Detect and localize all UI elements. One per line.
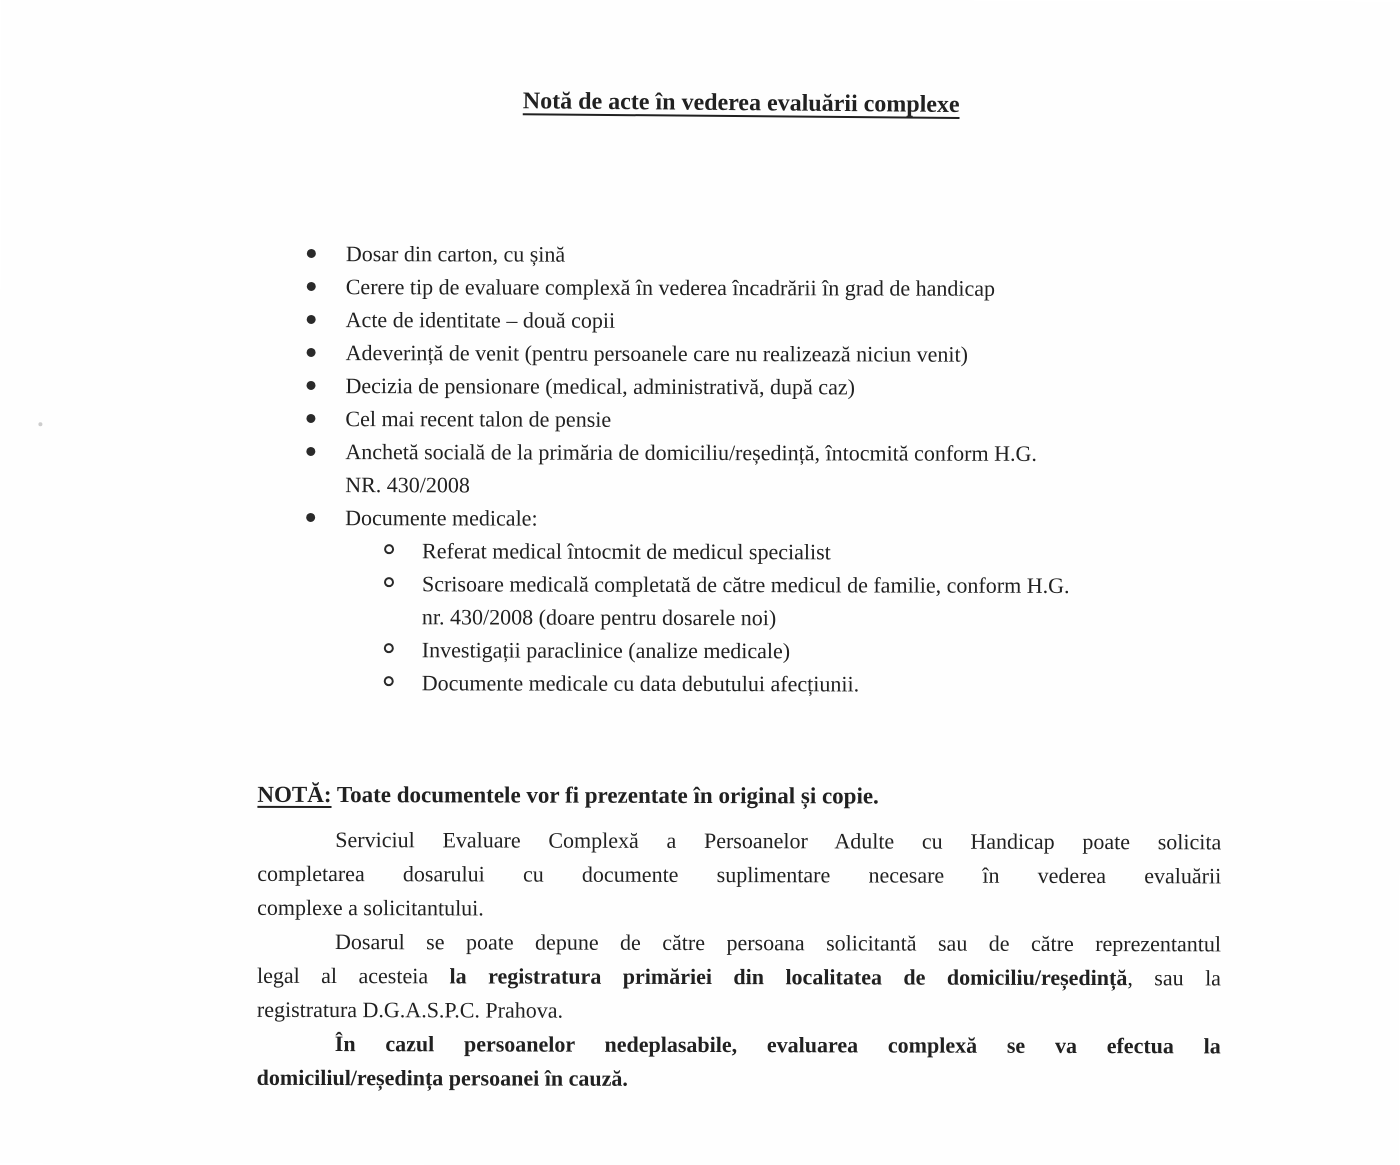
sublist-item-text-line1: Scrisoare medicală completată de către medicul de familie, conform H.G.: [421, 571, 1070, 598]
list-item: [259, 303, 1223, 339]
bullet-icon: [306, 414, 315, 423]
paragraph-line: domiciliul/reședința persoanei în cauză.: [256, 1064, 628, 1091]
list-item-text: Documente medicale:: [345, 505, 538, 531]
note-text: Toate documentele vor fi prezentate în original și copie.: [331, 782, 879, 809]
sublist-item-text: Documente medicale cu data debutului afecțiunii.: [421, 670, 860, 697]
document-title: [259, 82, 1223, 124]
paragraph-line: completarea dosarului cu documente suplimentare necesare în vederea evaluării: [257, 860, 1222, 889]
circle-bullet-icon: [384, 577, 394, 587]
document-content: [257, 0, 1224, 1097]
sublist-item: [258, 534, 1222, 570]
list-item-text: Adeverință de venit (pentru persoanele care nu realizează niciun venit): [345, 340, 969, 367]
paragraph-line: Serviciul Evaluare Complexă a Persoanelor Adulte cu Handicap poate solicita: [335, 827, 1222, 855]
list-item: [259, 270, 1223, 306]
paragraph-segment: , sau la: [1127, 965, 1222, 991]
document-title-text: Notă de acte în vederea evaluării complexe: [522, 88, 960, 119]
list-item: [259, 336, 1223, 372]
sublist-item: [258, 666, 1222, 702]
note-label: NOTĂ:: [257, 781, 332, 808]
bullet-icon: [307, 348, 316, 357]
paragraph-line: registratura D.G.A.S.P.C. Prahova.: [256, 996, 564, 1023]
list-item: [258, 435, 1222, 504]
sublist-item-text: Referat medical întocmit de medicul specialist: [422, 538, 831, 565]
paragraph-segment: legal al acesteia: [256, 962, 450, 989]
paragraph-non-ambulatory: [257, 1027, 1221, 1098]
medical-documents-sublist: [258, 534, 1222, 702]
sublist-item: [258, 567, 1222, 636]
bullet-icon: [307, 315, 316, 324]
paragraph-line: Dosarul se poate depune de către persoana solicitantă sau de către reprezentantul: [335, 929, 1222, 957]
circle-bullet-icon: [384, 643, 394, 653]
list-item: [258, 501, 1222, 537]
sublist-item-text: Investigații paraclinice (analize medicale): [421, 637, 791, 664]
paragraph-line: În cazul persoanelor nedeplasabile, evaluarea complexă se va efectua la: [334, 1031, 1221, 1059]
bullet-icon: [306, 513, 315, 522]
required-documents-list: [258, 237, 1223, 537]
note-heading: [257, 777, 1221, 816]
paragraph-line: complexe a solicitantului.: [257, 894, 484, 921]
list-item: [258, 402, 1222, 438]
list-item-text-line2: NR. 430/2008: [345, 472, 470, 498]
list-item-text: Dosar din carton, cu șină: [345, 241, 566, 267]
list-item: [259, 237, 1223, 273]
list-item-text: Decizia de pensionare (medical, administrativă, după caz): [345, 373, 855, 400]
scan-speck: [38, 422, 42, 426]
circle-bullet-icon: [384, 676, 394, 686]
list-item-text: Cel mai recent talon de pensie: [345, 406, 612, 432]
paragraph-segment-bold: la registratura primăriei din localitatea de domiciliu/reședință: [449, 963, 1128, 991]
paragraph-file-submission: [257, 925, 1221, 1030]
bullet-icon: [307, 282, 316, 291]
bullet-icon: [306, 447, 315, 456]
list-item-text-line1: Anchetă socială de la primăria de domiciliu/reședință, întocmită conform H.G.: [345, 439, 1037, 466]
sublist-item-text-line2: nr. 430/2008 (doare pentru dosarele noi): [421, 604, 777, 631]
paragraph-line: [257, 959, 1221, 996]
circle-bullet-icon: [384, 544, 394, 554]
list-item-text: Cerere tip de evaluare complexă în vederea încadrării în grad de handicap: [345, 274, 996, 301]
list-item: [258, 369, 1222, 405]
paragraph-service-evaluation: [257, 823, 1221, 928]
sublist-item: [258, 633, 1222, 669]
bullet-icon: [307, 381, 316, 390]
list-item-text: Acte de identitate – două copii: [345, 307, 616, 333]
bullet-icon: [307, 249, 316, 258]
